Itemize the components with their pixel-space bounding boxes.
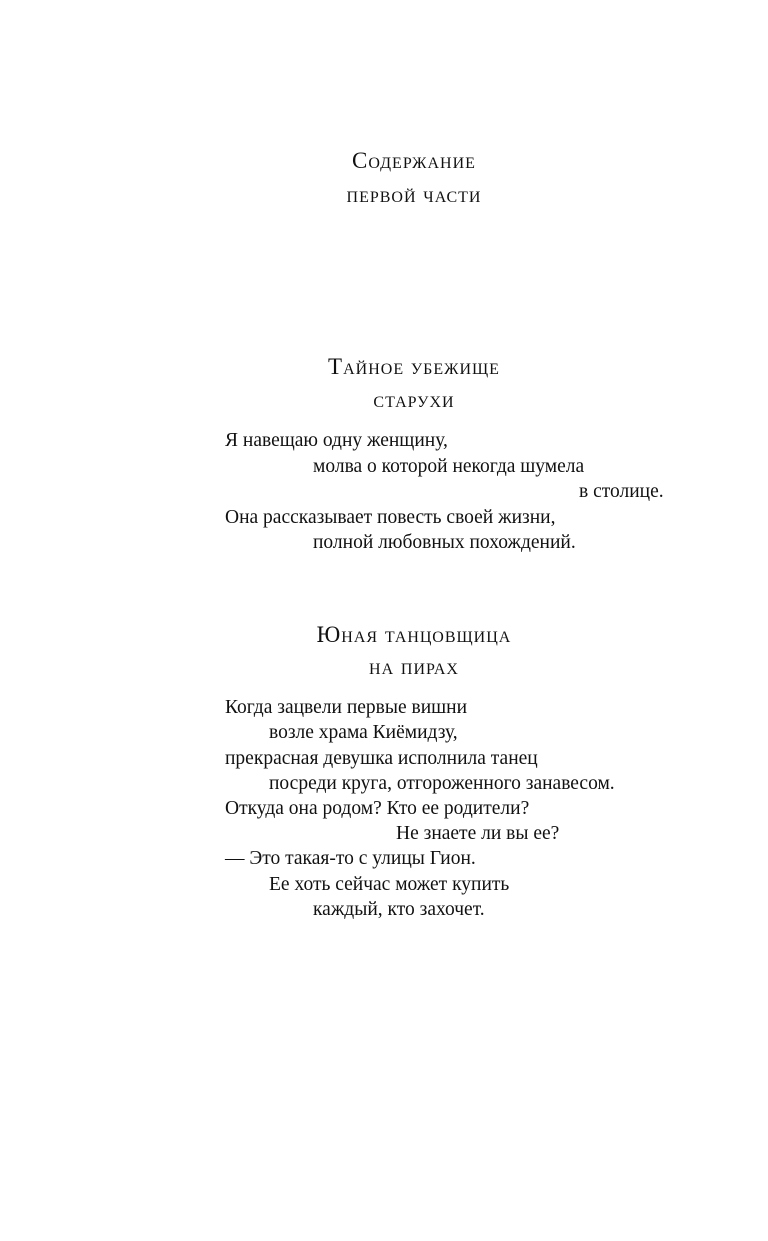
contents-subtitle: первой части <box>346 182 482 207</box>
verse-line: прекрасная девушка исполнила танец <box>225 748 538 769</box>
verse-line: каждый, кто захочет. <box>313 899 485 920</box>
verse-line: Она рассказывает повесть своей жизни, <box>225 507 556 528</box>
chapter-1-subtitle: старухи <box>373 387 455 412</box>
verse-line: — Это такая-то с улицы Гион. <box>225 848 476 869</box>
chapter-2-subtitle: на пирах <box>369 654 459 679</box>
verse-line: молва о которой некогда шумела <box>313 456 585 477</box>
verse-line: Ее хоть сейчас может купить <box>269 874 510 895</box>
verse-line: Когда зацвели первые вишни <box>225 697 468 718</box>
verse-line: возле храма Киёмидзу, <box>269 722 458 743</box>
verse-line: в столице. <box>579 481 664 502</box>
verse-line: Откуда она родом? Кто ее родители? <box>225 798 530 819</box>
verse-line: Я навещаю одну женщину, <box>225 430 448 451</box>
verse-line: посреди круга, отгороженного занавесом. <box>269 773 615 794</box>
verse-line: полной любовных похождений. <box>313 532 576 553</box>
contents-title: Содержание <box>352 148 476 173</box>
verse-line: Не знаете ли вы ее? <box>396 823 560 844</box>
chapter-2-title: Юная танцовщица <box>316 622 512 647</box>
chapter-1-title: Тайное убежище <box>328 354 500 379</box>
